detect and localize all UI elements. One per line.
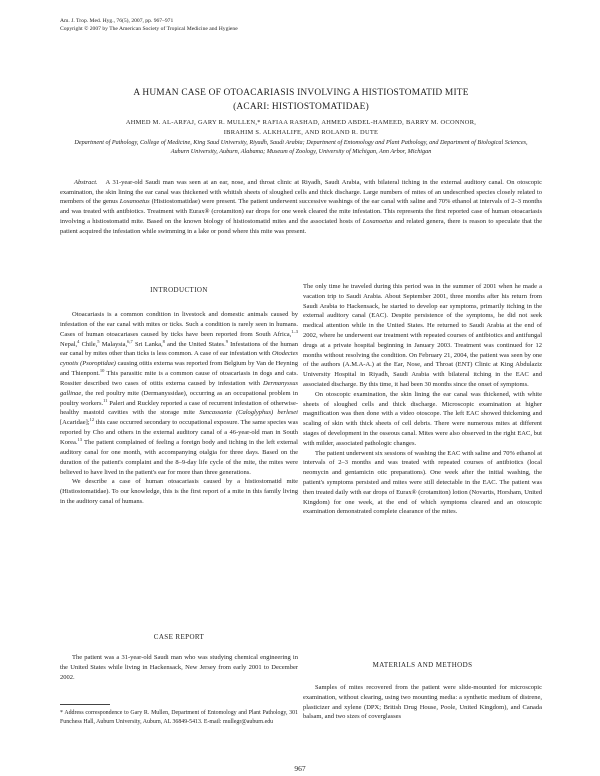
abstract-text-1: A 31-year-old Saudi man was seen at an ear, nose, and throat clinic at Riyadh, Saudi Arabia, with bilateral itching in the external auditory canal. On otoscopic examination, the skin lining the ear canal was thickened with whitish sheets of sloughed cells and thick discharge. Large numbers of mites of an undescribed species closely related to members of the genus — [60, 179, 542, 206]
abstract-text-2: (Histiostomatidae) were present. The patient underwent successive washings of the ear canal with saline and 70% ethanol at intervals of 2–3 months and was treated with antibiotics. Treatment with Eurax® (crotamiton) ear drops for one week cleared the mite infestation. This represents the first reported case of human otoacariasis involving a histiostomatid mite. Based on the known biology of histiostomatid mites and the associated hosts of — [60, 198, 542, 225]
abstract-label: Abstract. — [74, 179, 98, 186]
introduction-paragraph-2: We describe a case of human otoacariasis caused by a histiostomatid mite (Histiostomatidae). To our knowledge, this is the first report of a mite in this family living in the auditory canal of humans. — [60, 478, 298, 506]
abstract-genus-1: Loxanoetus — [119, 198, 150, 206]
case-report-paragraph-2: The only time he traveled during this period was in the summer of 2001 when he made a vacation trip to Saudi Arabia. About September 2001, three months after his return from Saudi Arabia to Hackensack, he started to develop ear symptoms, primarily itching in the external auditory canal (EAC). Despite persistence of the symptoms, he did not seek medical attention while in the United States. He returned to Saudi Arabia at the end of 2002, where he underwent ear treatment with repeated courses of antibiotics and antifungal drugs at a private hospital beginning in January 2003. Treatment was continued for 12 months without resolving the condition. On February 21, 2004, the patient was seen by one of the authors (A.M.A-A.) at the Ear, Nose, and Throat (ENT) Clinic at King Abdulaziz University Hospital in Riyadh, Saudi Arabia with bilateral itching in the EAC and associated discharge. By this time, it had been 30 months since the onset of symptoms. — [303, 283, 542, 388]
case-report-heading: CASE REPORT — [153, 633, 205, 641]
case-report-continued — [303, 282, 542, 517]
abstract-genus-2: Loxanoetus — [362, 217, 393, 225]
article-title-line1: A HUMAN CASE OF OTOACARIASIS INVOLVING A HISTIOSTOMATID MITE — [133, 88, 469, 98]
materials-methods-paragraph-1: Samples of mites recovered from the patient were slide-mounted for microscopic examination, without clearing, using two mounting media: a synthetic medium of distrene, plasticizer and xylene (DPX; British Drug House, Poole, United Kingdom), and Canada balsam, and two sizes of coverglasses — [303, 684, 542, 721]
journal-citation-line1: Am. J. Trop. Med. Hyg., 76(5), 2007, pp. 967–971 — [60, 18, 174, 24]
correspondence-footnote: * Address correspondence to Gary R. Mullen, Department of Entomology and Plant Pathology, 301 Funchess Hall, Auburn University, Auburn, AL 36849-5413. E-mail: mullegr@auburn.edu — [60, 710, 298, 725]
introduction-heading: INTRODUCTION — [150, 286, 208, 294]
article-title-line2: (ACARI: HISTIOSTOMATIDAE) — [233, 102, 369, 112]
case-report-paragraph-4: The patient underwent six sessions of washing the EAC with saline and 70% ethanol at intervals of 2–3 months and was treated with repeated courses of antibiotics (local neomycin and gentamicin otic preparations). One week after the initial washing, the patient's symptoms persisted and mites were still detectable in the EAC. The patient was then treated daily with ear drops of Eurax® (crotamiton) lotion (Novartis, Horsham, United Kingdom) for one week, at the end of which symptoms cleared and an otoscopic examination demonstrated complete clearance of the mites. — [303, 449, 542, 516]
footnote-divider — [60, 704, 110, 705]
author-list — [60, 118, 542, 138]
materials-methods-body — [303, 683, 542, 722]
introduction-body — [60, 310, 298, 507]
case-report-paragraph-1: The patient was a 31-year-old Saudi man who was studying chemical engineering in the United States while living in Hackensack, New Jersey from early 2001 to December 2002. — [60, 654, 298, 681]
materials-methods-heading: MATERIALS AND METHODS — [372, 661, 473, 669]
author-list-line1: AHMED M. AL-ARFAJ, GARY R. MULLEN,* RAFIAA RASHAD, AHMED ABDEL-HAMEED, BARRY M. OCONNOR, — [125, 119, 477, 126]
article-title — [60, 86, 542, 114]
journal-citation — [60, 18, 238, 33]
journal-citation-line2: Copyright © 2007 by The American Society of Tropical Medicine and Hygiene — [60, 25, 238, 32]
page-number: 967 — [294, 764, 306, 773]
case-report-body — [60, 653, 298, 682]
abstract — [60, 178, 542, 236]
affiliations: Department of Pathology, College of Medicine, King Saud University, Riyadh, Saudi Arabia; Department of Entomology and Plant Pathology, and Department of Biological Sciences, Auburn University, Auburn, Alabama; Museum of Zoology, University of Michigan, Ann Arbor, Michigan — [74, 139, 528, 156]
author-list-line2: IBRAHIM S. ALKHALIFE, AND ROLAND R. DUTE — [223, 129, 379, 136]
introduction-paragraph-1: Otoacariasis is a common condition in livestock and domestic animals caused by infestation of the ear canal with mites or ticks. Such a condition is rarely seen in humans. Cases of human otoacariases caused by ticks have been reported from South Africa,$^{1-3}$ Nepal,$^4$ Chile,$^5$ Malaysia,$^{6,7}$ Sri Lanka,$^8$ and the United States.$^9$ Infestations of the human ear canal by mites other than ticks is less common. A case of ear infestation with Otodectes cynotis (Psoroptidae) causing otitis externa was reported from Belgium by Van de Heyning and Thienpont.$^{10}$ This parasitic mite is a common cause of otoacariasis in dogs and cats. Rossiter described two cases of otitis externa caused by infestation with Dermanyssus gallinae, the red poultry mite (Dermanyssidae), occurring as an occupational problem in poultry workers.$^{11}$ Paleri and Ruckley reported a case of recurrent infestation of otherwise-healthy mastoid cavities with the storage mite Suncassania (Caloglyphus) berlesei [Acaridae];$^{12}$ this case occurred secondary to occupational exposure. The same species was reported by Cho and others in the external auditory canal of a 46-year-old man in South Korea.$^{13}$ The patient complained of feeling a foreign body and itching in the left external auditory canal for one month, with accompanying otalgia for three days. Based on the duration of the patient's complaint and the 8–9-day life cycle of the mite, the mites were believed to have lived in the patient's ear for more than three generations. — [60, 311, 299, 476]
abstract-text-3: and related genera, there is reason to speculate that the patient acquired the infestation while swimming in a lake or pond where this mite was present. — [60, 217, 542, 235]
case-report-paragraph-3: On otoscopic examination, the skin lining the ear canal was thickened, with white sheets of sloughed cells and thick discharge. Microscopic examination at higher magnification was then done with a video otoscope. The left EAC showed thickening and scaling of skin with thick sheets of cell debris. There were numerous mites at different stages of development in the osseous canal. Mites were also observed in the right EAC, but with milder, associated pathologic changes. — [303, 390, 542, 447]
